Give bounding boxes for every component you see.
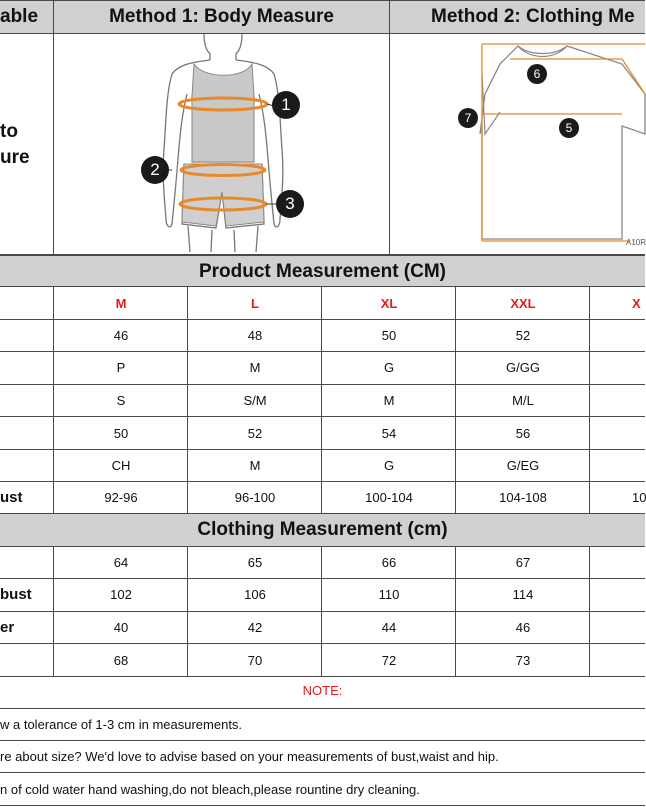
c-r4-l: 70 xyxy=(247,652,263,668)
tshirt-measure-figure xyxy=(390,34,645,254)
p-r3-m: S xyxy=(116,393,126,408)
p-r6-l: 96-100 xyxy=(234,489,276,505)
p-r6-xxl: 104-108 xyxy=(499,489,547,505)
badge-5-icon: 5 xyxy=(559,118,579,138)
c-r1-xxl: 67 xyxy=(515,554,531,570)
p-r2-m: P xyxy=(116,360,126,375)
p-r5-xxl: G/EG xyxy=(506,457,540,473)
size-m: M xyxy=(115,295,127,311)
grid-line xyxy=(0,416,645,417)
p-r4-m: 50 xyxy=(113,425,129,441)
grid-line xyxy=(0,254,645,256)
c-r4-xxl: 73 xyxy=(515,652,531,668)
header-size-table: able xyxy=(0,6,39,27)
grid-line xyxy=(0,740,645,741)
p-r5-m: CH xyxy=(111,457,131,473)
size-x: X xyxy=(632,295,641,311)
grid-line xyxy=(455,546,456,676)
c-r1-m: 64 xyxy=(113,554,129,570)
grid-line xyxy=(0,384,645,385)
c-r4-xl: 72 xyxy=(381,652,397,668)
shirt-tag-text: A10R xyxy=(626,237,646,247)
badge-6-icon: 6 xyxy=(527,64,547,84)
grid-line xyxy=(187,286,188,513)
grid-line xyxy=(589,546,590,676)
note-line-2: re about size? We'd love to advise based on your measurements of bust,waist and hip. xyxy=(0,749,499,764)
grid-line xyxy=(0,546,645,547)
clothing-section-title: Clothing Measurement (cm) xyxy=(197,519,448,540)
size-xl: XL xyxy=(380,295,398,311)
badge-2-icon: 2 xyxy=(141,156,169,184)
c-r3-m: 40 xyxy=(113,620,129,635)
c-r3-xxl: 46 xyxy=(515,620,531,635)
note-title: NOTE: xyxy=(302,683,343,698)
grid-line xyxy=(0,708,645,709)
p-r6-label: ust xyxy=(0,488,23,506)
grid-line xyxy=(0,351,645,352)
grid-line xyxy=(0,772,645,773)
grid-line xyxy=(0,611,645,612)
grid-line xyxy=(0,578,645,579)
grid-line xyxy=(53,546,54,676)
header-method-1: Method 1: Body Measure xyxy=(109,6,334,27)
grid-line xyxy=(0,676,645,677)
c-r4-m: 68 xyxy=(113,652,129,668)
badge-1-icon: 1 xyxy=(272,91,300,119)
p-r4-xl: 54 xyxy=(381,425,397,441)
p-r4-l: 52 xyxy=(247,425,263,441)
p-r3-xxl: M/L xyxy=(512,393,534,408)
p-r6-m: 92-96 xyxy=(104,489,138,505)
grid-line xyxy=(53,286,54,513)
p-r1-xl: 50 xyxy=(381,327,397,343)
p-r2-xl: G xyxy=(383,360,395,375)
p-r6-x: 10 xyxy=(632,489,646,505)
p-r1-xxl: 52 xyxy=(515,327,531,343)
c-r2-xl: 110 xyxy=(378,587,400,602)
c-r2-l: 106 xyxy=(244,587,266,602)
note-line-3: n of cold water hand washing,do not bleach,please rountine dry cleaning. xyxy=(0,782,420,797)
p-r2-xxl: G/GG xyxy=(506,360,540,375)
grid-line xyxy=(0,805,645,806)
note-line-1: w a tolerance of 1-3 cm in measurements. xyxy=(0,717,243,732)
p-r5-xl: G xyxy=(383,457,395,473)
p-r6-xl: 100-104 xyxy=(365,489,413,505)
grid-line xyxy=(0,33,645,34)
product-section-title: Product Measurement (CM) xyxy=(198,260,447,282)
grid-line xyxy=(589,286,590,513)
body-measure-figure xyxy=(54,34,389,254)
grid-line xyxy=(0,643,645,644)
grid-line xyxy=(321,286,322,513)
p-r1-l: 48 xyxy=(247,327,263,343)
p-r4-xxl: 56 xyxy=(515,425,531,441)
badge-3-icon: 3 xyxy=(276,190,304,218)
grid-line xyxy=(0,449,645,450)
grid-line xyxy=(187,546,188,676)
c-r1-l: 65 xyxy=(247,554,263,570)
grid-line xyxy=(0,319,645,320)
p-r3-xl: M xyxy=(383,393,395,408)
c-r2-xxl: 114 xyxy=(512,587,534,602)
grid-line xyxy=(0,513,645,514)
size-l: L xyxy=(251,295,259,311)
c-r2-label: bust xyxy=(0,586,32,603)
left-text-to: to xyxy=(0,121,18,142)
grid-line xyxy=(389,0,390,255)
header-method-2: Method 2: Clothing Me xyxy=(431,6,635,27)
c-r2-m: 102 xyxy=(110,587,132,602)
grid-line xyxy=(321,546,322,676)
badge-7-icon: 7 xyxy=(458,108,478,128)
p-r5-l: M xyxy=(249,457,261,473)
grid-line xyxy=(0,481,645,482)
p-r3-l: S/M xyxy=(243,393,267,408)
grid-line xyxy=(53,0,54,255)
size-xxl: XXL xyxy=(510,295,536,311)
c-r3-label: er xyxy=(0,619,15,636)
p-r2-l: M xyxy=(249,360,261,375)
c-r3-l: 42 xyxy=(247,620,263,635)
grid-line xyxy=(455,286,456,513)
left-text-ure: ure xyxy=(0,147,30,168)
p-r1-m: 46 xyxy=(113,327,129,343)
c-r3-xl: 44 xyxy=(381,620,397,635)
grid-line xyxy=(0,0,645,1)
grid-line xyxy=(0,286,645,287)
c-r1-xl: 66 xyxy=(381,554,397,570)
